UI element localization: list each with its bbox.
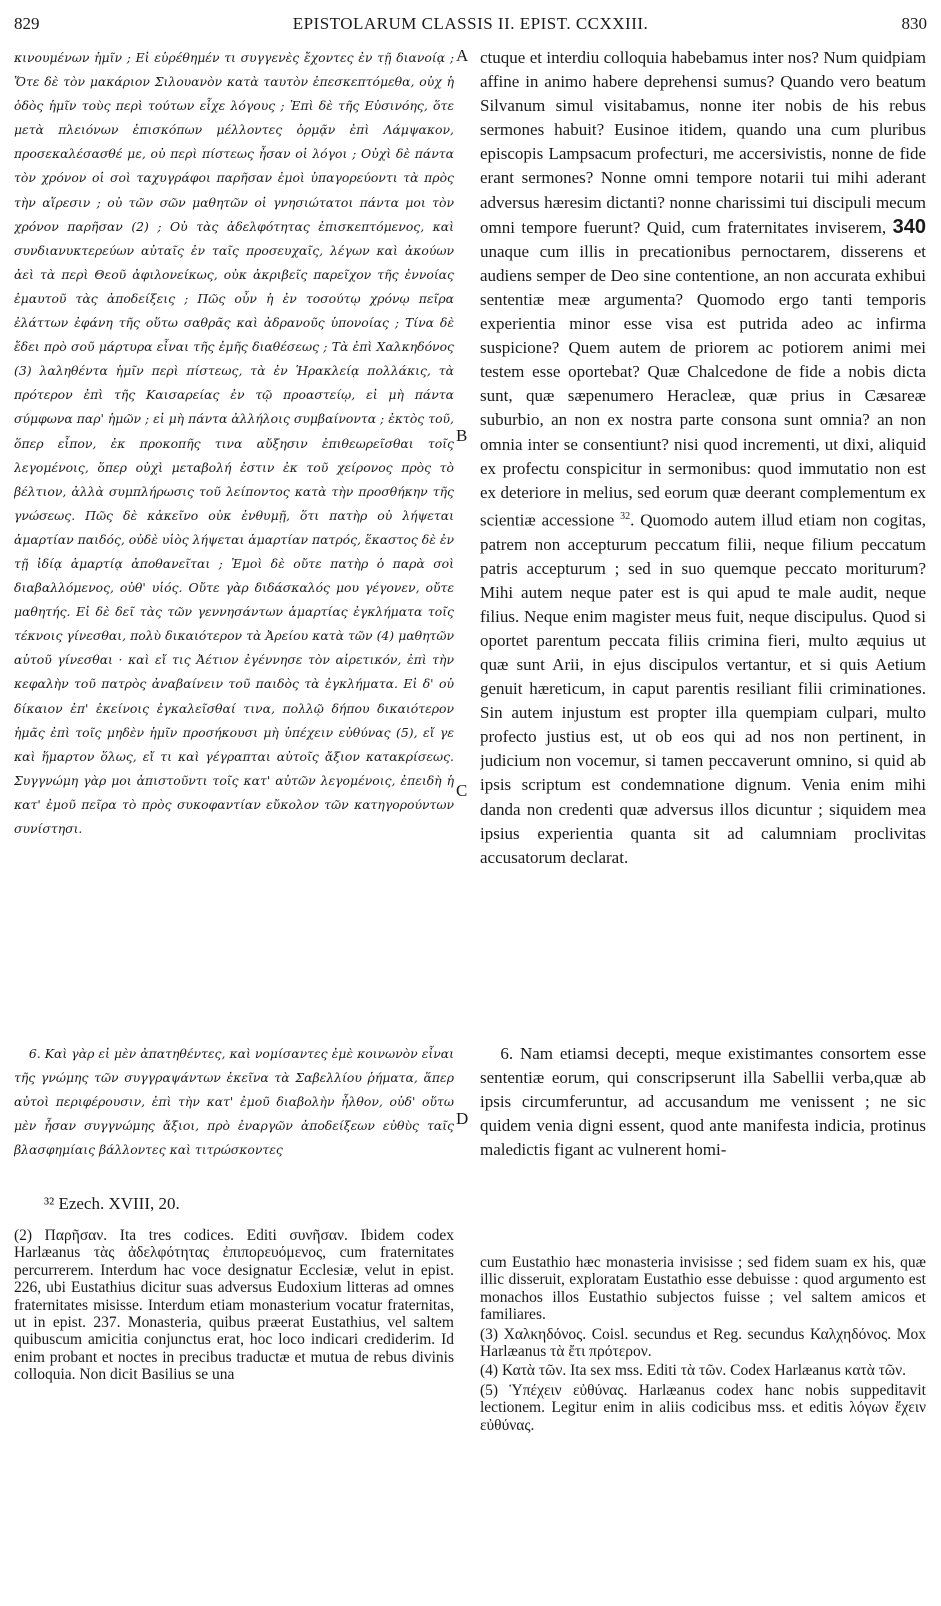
running-header xyxy=(14,14,927,40)
margin-marker-b: B xyxy=(456,426,468,445)
margin-marker-a: A xyxy=(456,46,469,65)
latin-text-part-2: unaque cum illis in precationibus pernoctarem, disserens et audiens semper de Deo sine contentione, an non accurata exhibui sententiæ meæ argumenta? Quomodo ergo tanti temporis experientia minor esse visa est putrida adeo ac infirma suspicione? Quem autem de priorem ac potiorem animi mei testem esse oportebat? Quæ Chalcedone de fide a nobis dicta sunt, quæ sæpenumero Heracleæ, quæ prius in Cæsareæ suburbio, an non ex nostra parte consona sunt omnia? an non omnia inter se consentiunt? nisi quod incrementi, ut dixi, aliquid ex profectu conspicitur in sermonibus: quod immutatio non est ex deteriore in melius, sed eorum quæ deerant complementum ex scientiæ accessione xyxy=(480,241,926,530)
latin-column-paragraph-6 xyxy=(480,1042,926,1188)
margin-markers xyxy=(456,46,476,1176)
latin-paragraph-5 xyxy=(480,46,926,870)
latin-text-part-1: ctuque et interdiu colloquia habebamus inter nos? Num quidpiam affine in animo habere deprehensi sumus? Quando vero beatum Silvanum simul visitabamus, nonne iter nobis de his rebus sermones habuit? Eusinoe itidem, quando una cum pluribus episcopis Lampsacum profecturi, me accersivistis, nonne de fide erant sermones? Nonne omni tempore notarii tui mihi aderant adversus hæresim dictanti? nonne charissimi tui discipuli mecum omni tempore fuerunt? Quid, cum fraternitates inviserem, xyxy=(480,48,926,237)
critical-notes-right xyxy=(480,1254,926,1436)
page-number-left: 829 xyxy=(14,14,40,33)
greek-paragraph-6: 6. Καὶ γὰρ εἰ μὲν ἀπατηθέντες, καὶ νομίσαντες ἐμὲ κοινωνὸν εἶναι τῆς γνώμης τῶν συγγραψάντων ἐκεῖνα τὰ Σαβελλίου ῥήματα, ἅπερ αὐτοὶ περιφέρουσιν, ἐπὶ τὴν κατ' ἐμοῦ διαβολὴν ἦλθον, οὐδ' οὕτω μὲν ἦσαν συγγνώμης ἄξιοι, πρὸ ἐναργῶν ἀποδείξεων εὐθὺς ταῖς βλασφημίαις βάλλοντες καὶ τιτρώσκοντες xyxy=(14,1046,454,1158)
note-5: (5) Ὑπέχειν εὐθύνας. Harlæanus codex hanc nobis suppeditavit lectionem. Legitur enim in aliis codicibus mss. et editis λόγων ἔχειν εὐθύνας. xyxy=(480,1381,926,1434)
footnote-ref-32: 32 xyxy=(620,510,631,522)
margin-marker-d: D xyxy=(456,1109,469,1128)
greek-column-paragraph-6 xyxy=(14,1042,454,1188)
note-2-continued: cum Eustathio hæc monasteria invisisse ; sed fidem suam ex his, quæ illic disseruit, exploratam Eustathio esse debuisse : quod argumento est monachos illos Eustathio subjectos fuisse ; vel saltem amicos et familiares. xyxy=(480,1254,926,1324)
note-2: (2) Παρῆσαν. Ita tres codices. Editi συνῆσαν. Ibidem codex Harlæanus τὰς ἀδελφότητας ἐπιπορευόμενος, cum fraternitates percurrerem. Interdum hac voce designatur Ecclesiæ, velut in epist. 226, ubi Eustathius dicitur suas adversus Eudoxium litteras ad omnes fraternitates misisse. Interdum etiam monasterium vocatur fraternitas, ut in epist. 237. Monasteria, quibus præerat Eustathius, vel saltem quibuscum amicitia conjunctus erat, hoc loco indicari crediderim. Id enim probant et noctes in precibus traductæ et mutua de rebus divinis colloquia. Non dicit Basilius se una xyxy=(14,1227,454,1384)
greek-column-upper xyxy=(14,46,454,1006)
critical-notes-left xyxy=(14,1227,454,1386)
note-4: (4) Κατὰ τῶν. Ita sex mss. Editi τὰ τῶν. Codex Harlæanus κατὰ τῶν. xyxy=(480,1362,907,1380)
latin-paragraph-6: 6. Nam etiamsi decepti, meque existimantes consortem esse sententiæ eorum, qui conscripserunt illa Sabellii verba,quæ ab ipsis circumferuntur, ad accusandum me venissent ; ne sic quidem venia digni essent, quod ante manifesta indicia, protinus maledictis figant ac vulnerent homi- xyxy=(480,1044,926,1160)
running-title: EPISTOLARUM CLASSIS II. EPIST. CCXXIII. xyxy=(292,14,649,33)
latin-column-upper xyxy=(480,46,926,1016)
note-3: (3) Χαλκηδόνος. Coisl. secundus et Reg. secundus Καλχηδόνος. Mox Harlæanus τὰ ἔτι πρότερον. xyxy=(480,1325,926,1361)
latin-text-part-3: . Quomodo autem illud etiam non cogitas, patrem non accepturum peccatum filii, neque filium peccatum patris accepturum ; sed in suo quemque peccato moriturum? Mihi autem neque pater est is qui apud te male audit, neque filius. Neque enim magister meus fuit, neque discipulus. Quod si oportet parentum peccata filiis crimina fieri, multo æquius ut quæ sunt Arii, in ejus discipulos vertantur, et si quis Aetium genuit hæreticum, in caput parentis resiliant filii criminationes. Sin autem injustum est propter illa quempiam culpari, multo profecto justius est, ut ob eos qui ad nos non pertinent, in judicium non vocemur, si tamen peccaverunt omnino, si quid ab ipsis scriptum est condemnatione dignum. Venia enim mihi danda non credenti quæ adversus illos dicuntur ; siquidem mea ipsius experientia quanta sit ad calumniam proclivitas accusatorum declarat. xyxy=(480,510,926,867)
footnote-32: ³² Ezech. XVIII, 20. xyxy=(44,1194,180,1213)
greek-paragraph-5: κινουμένων ἡμῖν ; Εἰ εὑρέθημέν τι συγγενὲς ἔχοντες ἐν τῇ διανοίᾳ ; Ὅτε δὲ τὸν μακάριον Σιλουανὸν κατὰ ταυτὸν ἐπεσκεπτόμεθα, οὐχ ἡ ὁδὸς ἡμῖν τοὺς περὶ τούτων εἶχε λόγους ; Ἐπὶ δὲ τῆς Εὐσινόης, ὅτε μετὰ πλειόνων ἐπισκόπων μέλλοντες ὁρμᾷν ἐπὶ Λάμψακον, προσεκαλέσασθέ με, οὐ περὶ πίστεως ἦσαν οἱ λόγοι ; Οὐχὶ δὲ πάντα τὸν χρόνον οἱ σοὶ ταχυγράφοι παρῆσαν ἐμοὶ ὑπαγορεύοντι τὰ πρὸς τὴν αἵρεσιν ; οὐ τῶν σῶν μαθητῶν οἱ γνησιώτατοι πάντα μοι τὸν χρόνον παρῆσαν (2) ; Οὐ τὰς ἀδελφότητας ἐπισκεπτόμενος, καὶ συνδιανυκτερεύων αὐταῖς ἐν ταῖς προσευχαῖς, λέγων καὶ ἀκούων ἀεὶ τὰ περὶ Θεοῦ ἀφιλονείκως, οὐκ ἀκριβεῖς παρεῖχον τῆς ἐννοίας ἐμαυτοῦ τὰς ἀποδείξεις ; Πῶς οὖν ἡ ἐν τοσούτῳ χρόνῳ πεῖρα ἐλάττων ἐφάνη τῆς οὕτω σαθρᾶς καὶ ἀδρανοῦς ὑπονοίας ; Τίνα δὲ ἔδει πρὸ σοῦ μάρτυρα εἶναι τῆς ἐμῆς διαθέσεως ; Τὰ ἐπὶ Χαλκηδόνος (3) λαληθέντα ἡμῖν περὶ πίστεως, τὰ ἐν Ἡρακλείᾳ πολλάκις, τὰ πρότερον ἐπὶ τῆς Καισαρείας ἐν τῷ προαστείῳ, εἰ μὴ πάντα σύμφωνα παρ' ἡμῶν ; εἰ μὴ πάντα ἀλλήλοις συμβαίνοντα ; ἐκτὸς τοῦ, ὅπερ εἶπον, ἐκ προκοπῆς τινα αὔξησιν ἐπιθεωρεῖσθαι τοῖς λεγομένοις, ὅπερ οὐχὶ μεταβολή ἐστιν ἐκ τοῦ χείρονος πρὸς τὸ βέλτιον, ἀλλὰ συμπλήρωσις τοῦ λείποντος κατὰ τὴν προσθήκην τῆς γνώσεως. Πῶς δὲ κἀκεῖνο οὐκ ἐνθυμῇ, ὅτι πατὴρ οὐ λήψεται ἁμαρτίαν παιδός, οὐδὲ υἱὸς λήψεται ἁμαρτίαν πατρός, ἕκαστος δὲ ἐν τῇ ἰδίᾳ ἁμαρτίᾳ ἀποθανεῖται ; Ἐμοὶ δὲ οὔτε πατὴρ ὁ παρὰ σοὶ διαβαλλόμενος, οὐθ' υἱός. Οὔτε γὰρ διδάσκαλός μου γέγονεν, οὔτε μαθητής. Εἰ δὲ δεῖ τὰς τῶν γεννησάντων ἁμαρτίας ἐγκλήματα τοῖς τέκνοις γίνεσθαι, πολὺ δικαιότερον τὰ Ἀρείου κατὰ τῶν (4) μαθητῶν αὐτοῦ γίνεσθαι · καὶ εἴ τις Ἀέτιον ἐγέννησε τὸν αἱρετικόν, ἐπὶ τὴν κεφαλὴν τοῦ πατρὸς ἀναβαίνειν τοῦ παιδὸς τὰ ἐγκλήματα. Εἰ δ' οὐ δίκαιον ἐπ' ἐκείνοις ἐγκαλεῖσθαί τινα, πολλῷ δήπου δικαιότερον ἡμᾶς ἐπὶ τοῖς μηδὲν ἡμῖν προσήκουσι μὴ ὑπέχειν εὐθύνας (5), εἴ γε καὶ ἥμαρτον ὅλως, εἴ τι καὶ γέγραπται αὐτοῖς ἄξιον κατακρίσεως. Συγγνώμη γὰρ μοι ἀπιστοῦντι τοῖς κατ' αὐτῶν λεγομένοις, ἐπειδὴ ἡ κατ' ἐμοῦ πεῖρα τὸ πρὸς συκοφαντίαν εὔκολον τῶν κατηγορούντων συνίστησι. xyxy=(14,50,454,836)
column-number-340: 340 xyxy=(892,215,926,238)
page-number-right: 830 xyxy=(901,14,927,33)
margin-marker-c: C xyxy=(456,781,468,800)
